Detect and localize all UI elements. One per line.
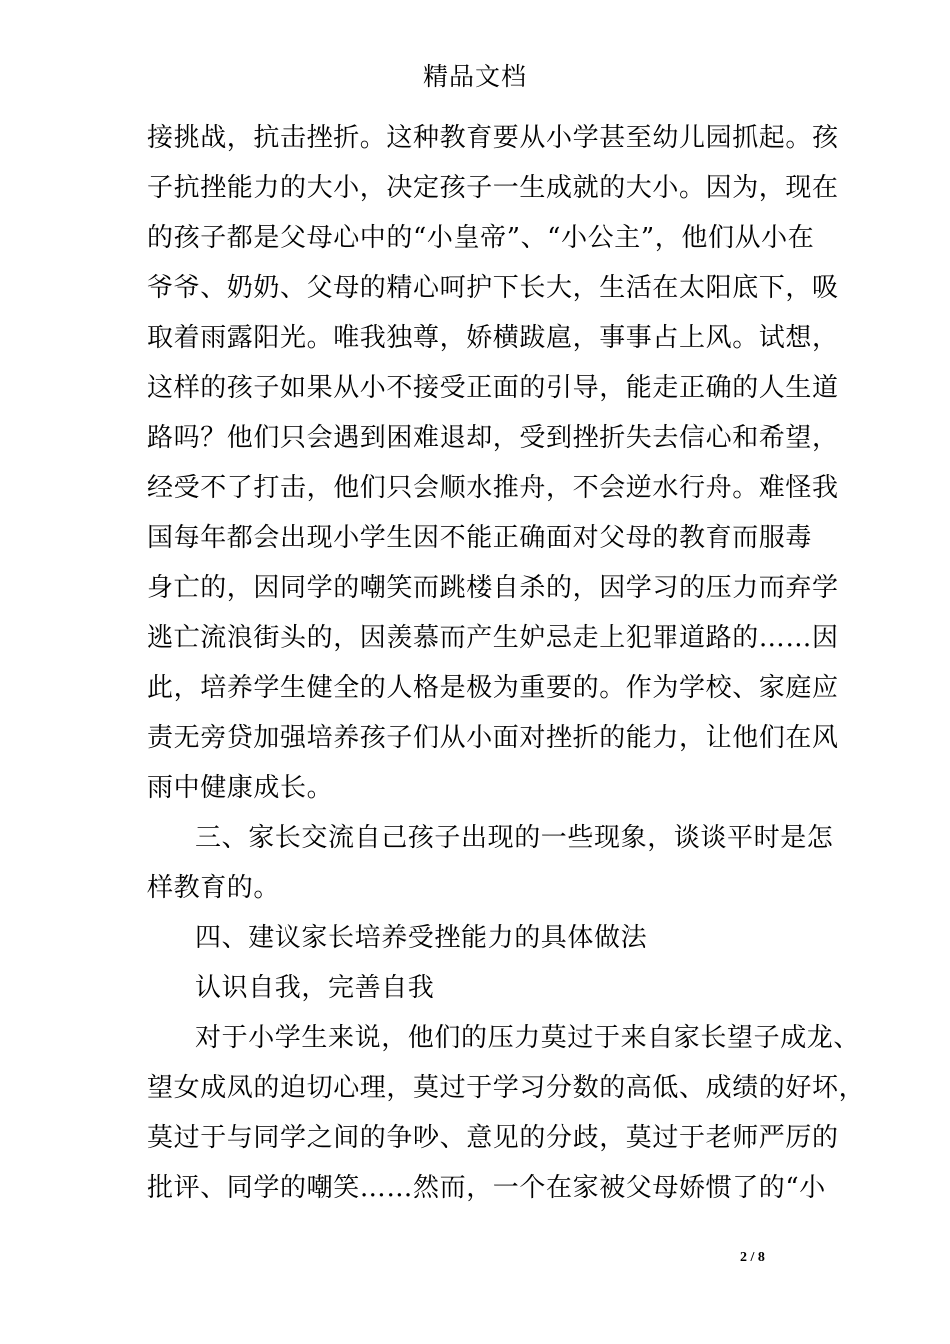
text-line-2: 子抗挫能力的大小，决定孩子一生成就的大小。因为，现在 [147, 173, 839, 203]
text-line-20: 望女成凤的迫切心理，莫过于学习分数的高低、成绩的好坏， [147, 1073, 866, 1103]
text-line-3: 的孩子都是父母心中的“小皇帝”、“小公主”，他们从小在 [147, 223, 815, 253]
text-line-11: 逃亡流浪街头的，因羡慕而产生妒忌走上犯罪道路的……因 [147, 623, 839, 653]
text-line-22: 批评、同学的嘲笑……然而，一个在家被父母娇惯了的“小 [147, 1173, 826, 1203]
text-line-16: 样教育的。 [147, 873, 281, 903]
text-line-4: 爷爷、奶奶、父母的精心呵护下长大，生活在太阳底下，吸 [147, 273, 839, 303]
text-line-12: 此，培养学生健全的人格是极为重要的。作为学校、家庭应 [147, 673, 839, 703]
text-line-21: 莫过于与同学之间的争吵、意见的分歧，莫过于老师严厉的 [147, 1123, 839, 1153]
document-body [147, 113, 866, 1213]
text-line-14: 雨中健康成长。 [147, 773, 334, 803]
text-line-9: 国每年都会出现小学生因不能正确面对父母的教育而服毒 [147, 523, 813, 553]
section-four-heading: 四、建议家长培养受挫能力的具体做法 [195, 923, 648, 953]
text-line-1: 接挑战，抗击挫折。这种教育要从小学甚至幼儿园抓起。孩 [147, 123, 839, 153]
text-line-8: 经受不了打击，他们只会顺水推舟，不会逆水行舟。难怪我 [147, 473, 839, 503]
subsection-heading: 认识自我，完善自我 [195, 973, 435, 1003]
text-line-19: 对于小学生来说，他们的压力莫过于来自家长望子成龙、 [195, 1023, 861, 1053]
page-header-title: 精品文档 [422, 62, 527, 91]
text-line-13: 责无旁贷加强培养孩子们从小面对挫折的能力，让他们在风 [147, 723, 839, 753]
page-number: 2 / 8 [740, 1250, 765, 1265]
text-line-10: 身亡的，因同学的嘲笑而跳楼自杀的，因学习的压力而弃学 [147, 573, 839, 603]
section-three-heading: 三、家长交流自己孩子出现的一些现象，谈谈平时是怎 [195, 823, 834, 853]
text-line-7: 路吗？他们只会遇到困难退却，受到挫折失去信心和希望， [147, 423, 839, 453]
text-line-5: 取着雨露阳光。唯我独尊，娇横跋扈，事事占上风。试想， [147, 323, 839, 353]
text-line-6: 这样的孩子如果从小不接受正面的引导，能走正确的人生道 [147, 373, 839, 403]
